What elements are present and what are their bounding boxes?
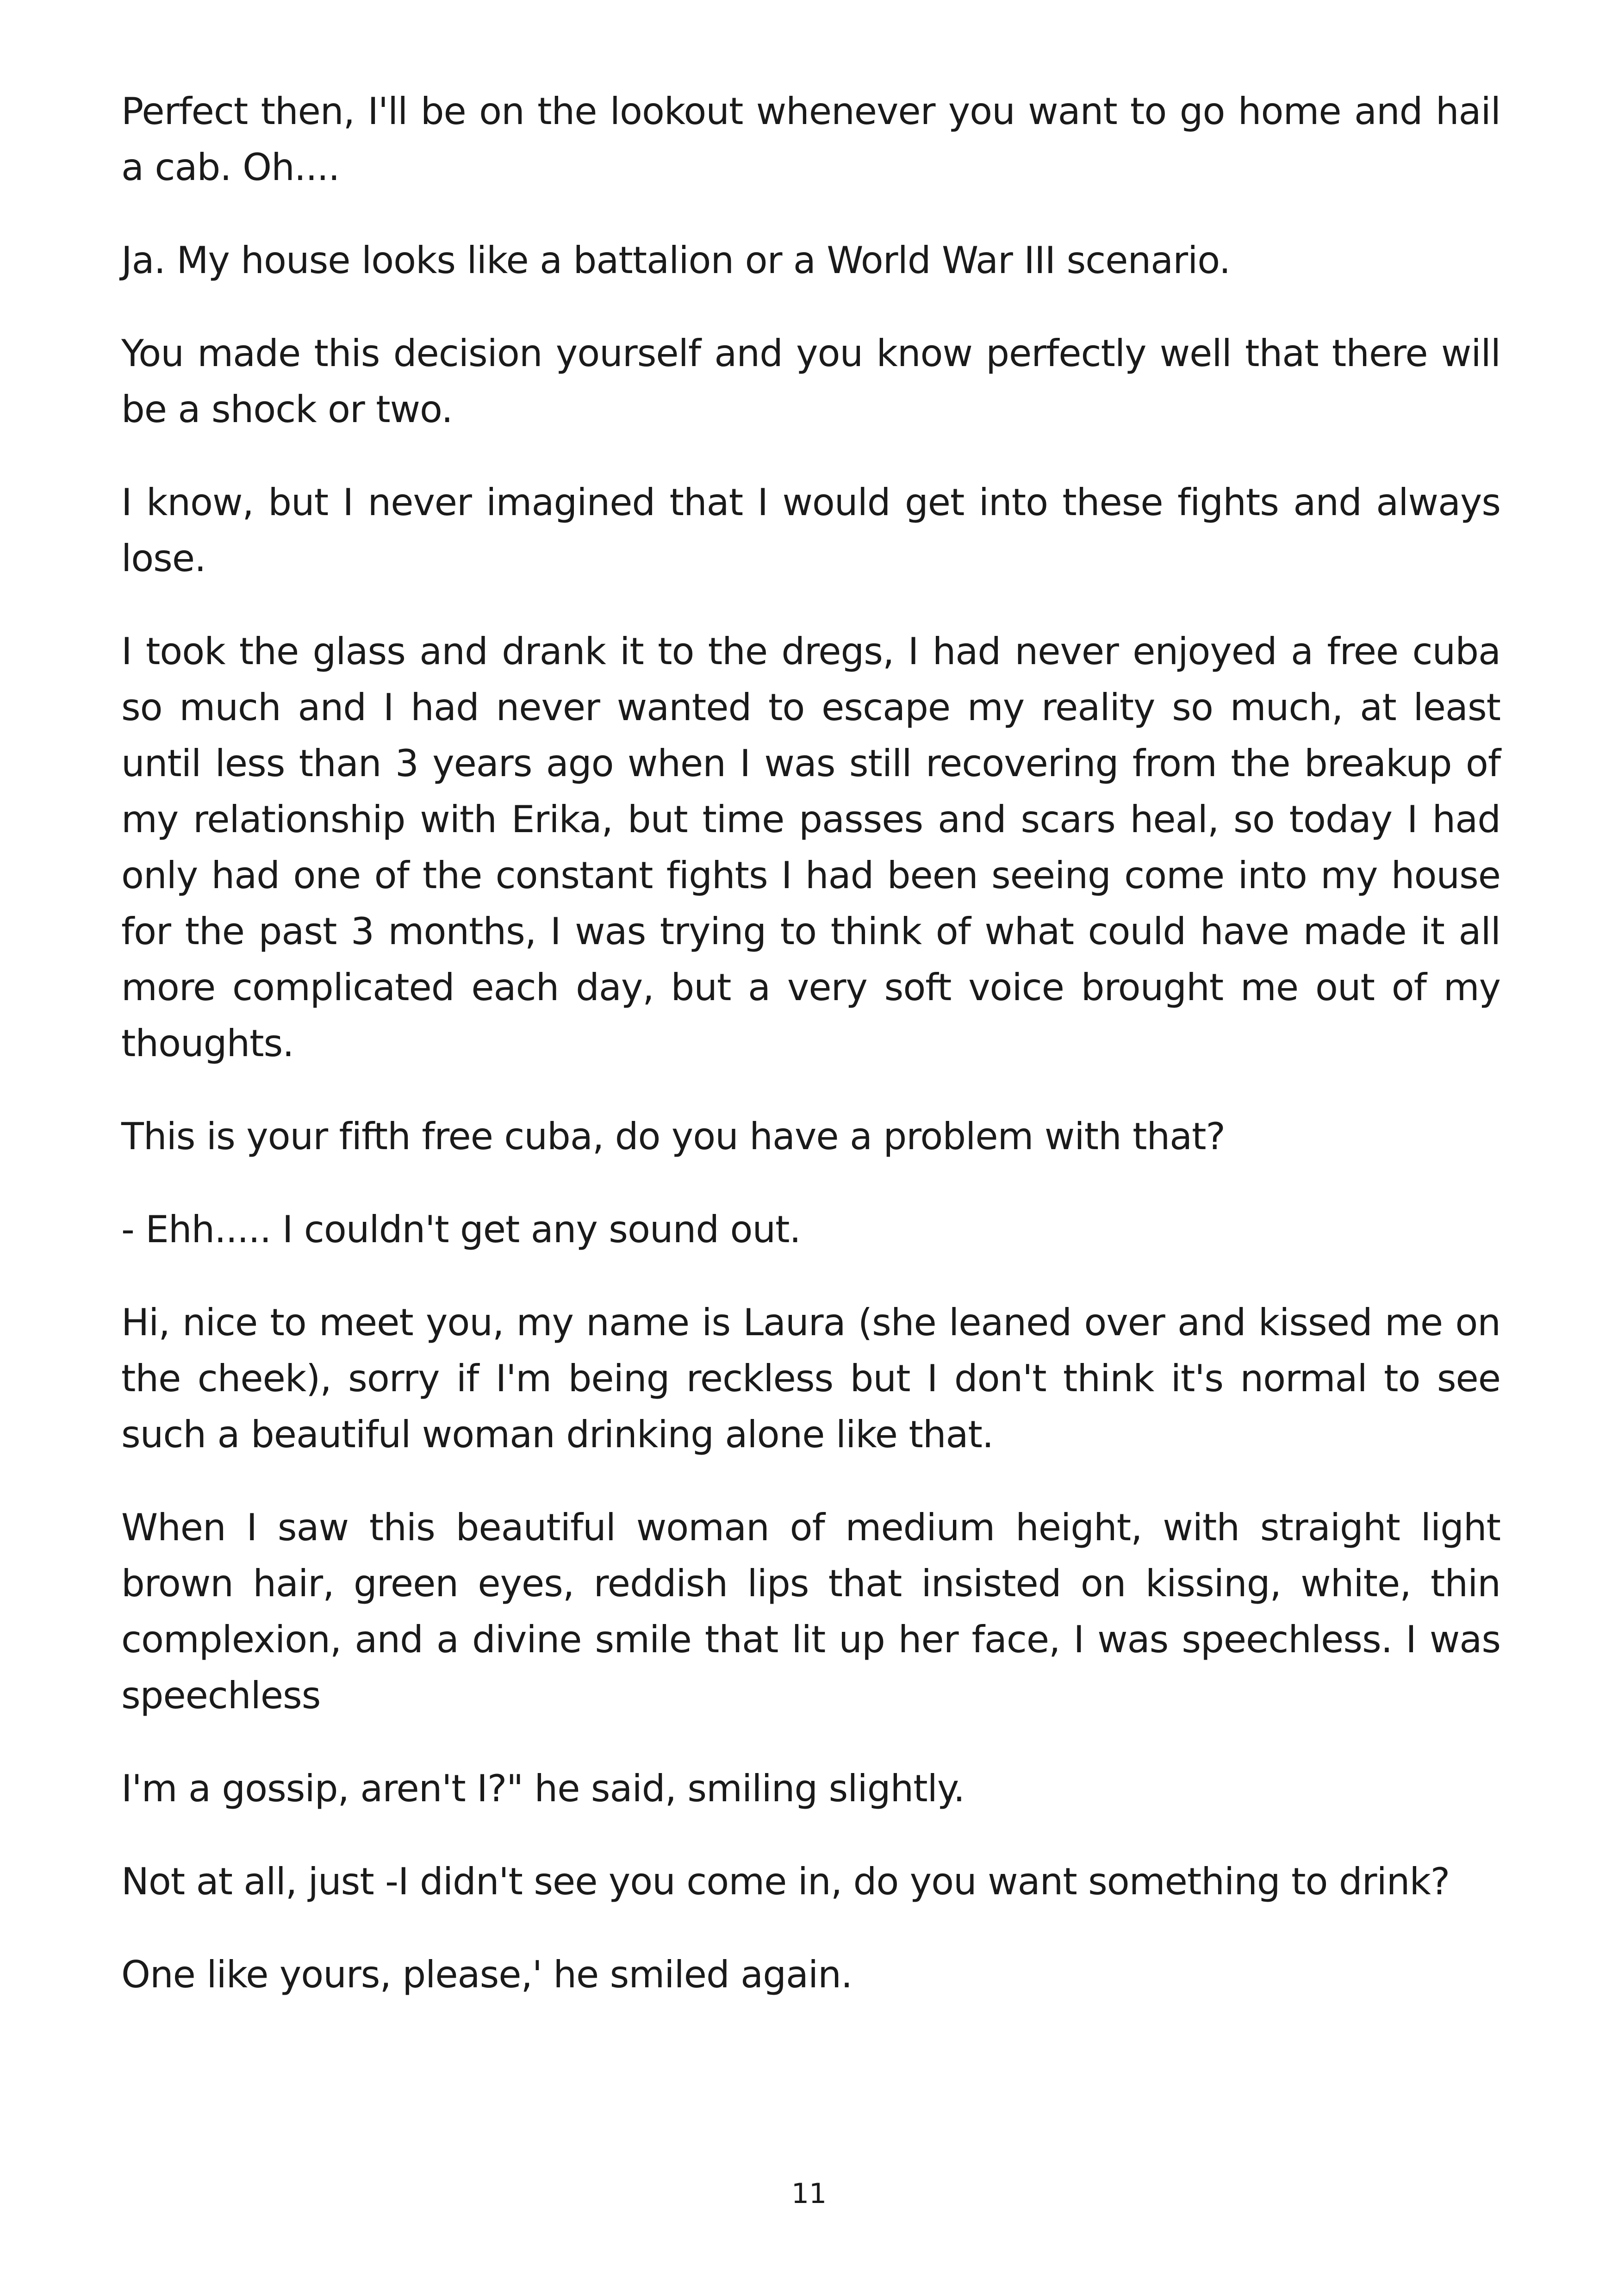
paragraph: I'm a gossip, aren't I?" he said, smiling slightly. xyxy=(121,1767,965,1810)
paragraph: I took the glass and drank it to the dregs, I had never enjoyed a free cuba so much and I had never wanted to escape my reality so much, at least until less than 3 years ago when I was still recovering from the breakup of my relationship with Erika, but time passes and scars heal, so today I had only had one of the constant fights I had been seeing come into my house for the past 3 months, I was trying to think of what could have made it all more complicated each day, but a very soft voice brought me out of my thoughts. xyxy=(121,630,1500,1065)
paragraph: This is your fifth free cuba, do you have a problem with that? xyxy=(121,1115,1225,1158)
paragraph: I know, but I never imagined that I would get into these fights and always lose. xyxy=(121,481,1500,580)
body-text xyxy=(121,83,1500,2040)
paragraph: - Ehh..... I couldn't get any sound out. xyxy=(121,1208,801,1251)
page-number: 11 xyxy=(791,2178,827,2210)
paragraph: Hi, nice to meet you, my name is Laura (she leaned over and kissed me on the cheek), sorry if I'm being reckless but I don't think it's normal to see such a beautiful woman drinking alone like that. xyxy=(121,1301,1500,1456)
paragraph: When I saw this beautiful woman of medium height, with straight light brown hair, green eyes, reddish lips that insisted on kissing, white, thin complexion, and a divine smile that lit up her face, I was speechless. I was speechless xyxy=(121,1506,1500,1717)
paragraph: Not at all, just -I didn't see you come in, do you want something to drink? xyxy=(121,1860,1450,1903)
paragraph: Ja. My house looks like a battalion or a World War III scenario. xyxy=(121,239,1231,282)
paragraph: Perfect then, I'll be on the lookout whenever you want to go home and hail a cab. Oh.... xyxy=(121,90,1500,189)
paragraph: You made this decision yourself and you know perfectly well that there will be a shock or two. xyxy=(121,332,1500,431)
paragraph: One like yours, please,' he smiled again. xyxy=(121,1953,853,1996)
